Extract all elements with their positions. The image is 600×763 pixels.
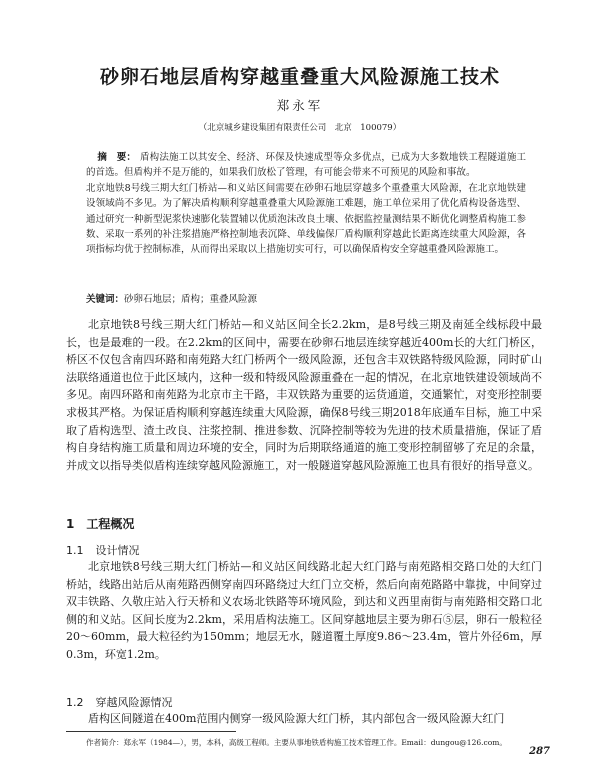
footnote-divider [66,731,236,732]
subsection-number: 1.2 [66,696,84,709]
abstract-paragraph-2: 北京地铁8号线三期大红门桥站—和义站区间需要在砂卵石地层穿越多个重叠重大风险源，在北京地铁建设领域尚不多见。为了解决盾构顺利穿越重叠重大风险源施工难题，施工单位采用了优化盾构设备选型、通过研究一种新型泥浆快速膨化装置辅以优质泡沫改良土壤、依据监控量测结果不断优化调整盾构施工参数、采取一系列的补注浆措施严格控制地表沉降、单线偏保厂盾构顺利穿越此长距离连续重大风险源，各项指标均优于控制标准，从而得出采取以上措施切实可行，可以确保盾构安全穿越重叠风险源施工。 [86,182,526,256]
section-title: 工程概况 [86,517,135,531]
subsection-title: 穿越风险源情况 [95,696,173,709]
abstract [86,150,526,258]
abstract-label: 摘 要： [97,152,137,163]
keywords-label: 关键词： [86,294,125,305]
keywords-text: 砂卵石地层；盾构；重叠风险源 [124,294,258,305]
keywords [86,291,526,305]
subsection-title: 设计情况 [95,544,140,557]
subsection-heading-1-1 [66,542,140,558]
paragraph-risk-sources: 盾构区间隧道在400m范围内侧穿一级风险源大红门桥，其内部包含一级风险源大红门 [88,712,505,725]
subsection-heading-1-2 [66,694,173,710]
author-affiliation: （北京城乡建设集团有限责任公司 北京 100079） [198,123,402,133]
section-number: 1 [66,517,75,531]
author-footnote: 作者简介：郑永军（1984—），男，本科，高级工程师。主要从事地铁盾构施工技术管理工作。Email：dungou@126.com。 [86,738,507,747]
paper-title: 砂卵石地层盾构穿越重叠重大风险源施工技术 [99,66,500,88]
intro-paragraph: 北京地铁8号线三期大红门桥站—和义站区间全长2.2km，是8号线三期及南延全线标段中最长，也是最难的一段。在2.2km的区间中，需要在砂卵石地层连续穿越近400m长的大红门桥区，桥区不仅包含南四环路和南苑路大红门桥两个一级风险源，还包含丰双铁路特级风险源，同时矿山法联络通道也位于此区域内，这种一级和特级风险源重叠在一起的情况，在北京地铁建设领域尚不多见。南四环路和南苑路为北京市主干路，丰双铁路为重要的运货通道，交通繁忙，对变形控制要求极其严格。为保证盾构顺利穿越连续重大风险源，确保8号线三期2018年底通车目标，施工中采取了盾构选型、渣土改良、注浆控制、推进参数、沉降控制等较为先进的技术质量措施，保证了盾构自身结构施工质量和周边环境的安全，同时为后期联络通道的施工变形控制留够了充足的余量，并成文以指导类似盾构连续穿越风险源施工，对一般隧道穿越风险源施工也具有很好的指导意义。 [66,318,542,472]
section-heading-1 [66,515,134,532]
paragraph-design: 北京地铁8号线三期大红门桥站—和义站区间线路北起大红门路与南苑路相交路口处的大红门桥站，线路出站后从南苑路西侧穿南四环路绕过大红门立交桥，然后向南苑路路中靠拢，中间穿过双丰铁路、久敬庄站入行天桥和义农场北铁路等环境风险，到达和义西里南街与南苑路相交路口北侧的和义站。区间长度为2.2km，采用盾构法施工。区间穿越地层主要为卵石⑤层，卵石一般粒径20～60mm，最大粒径约为150mm；地层无水，隧道覆土厚度9.86～23.4m，管片外径6m，厚0.3m，环宽1.2m。 [66,560,542,661]
subsection-number: 1.1 [66,544,84,557]
author-name: 郑永军 [276,98,324,113]
abstract-paragraph-1 [86,150,526,181]
abstract-text-1: 盾构法施工以其安全、经济、环保及快速成型等众多优点，已成为大多数地铁工程隧道施工的首选。但盾构并不是万能的，如果我们放松了管理，有可能会带来不可预见的风险和事故。 [86,152,526,179]
page-number: 287 [529,746,550,757]
